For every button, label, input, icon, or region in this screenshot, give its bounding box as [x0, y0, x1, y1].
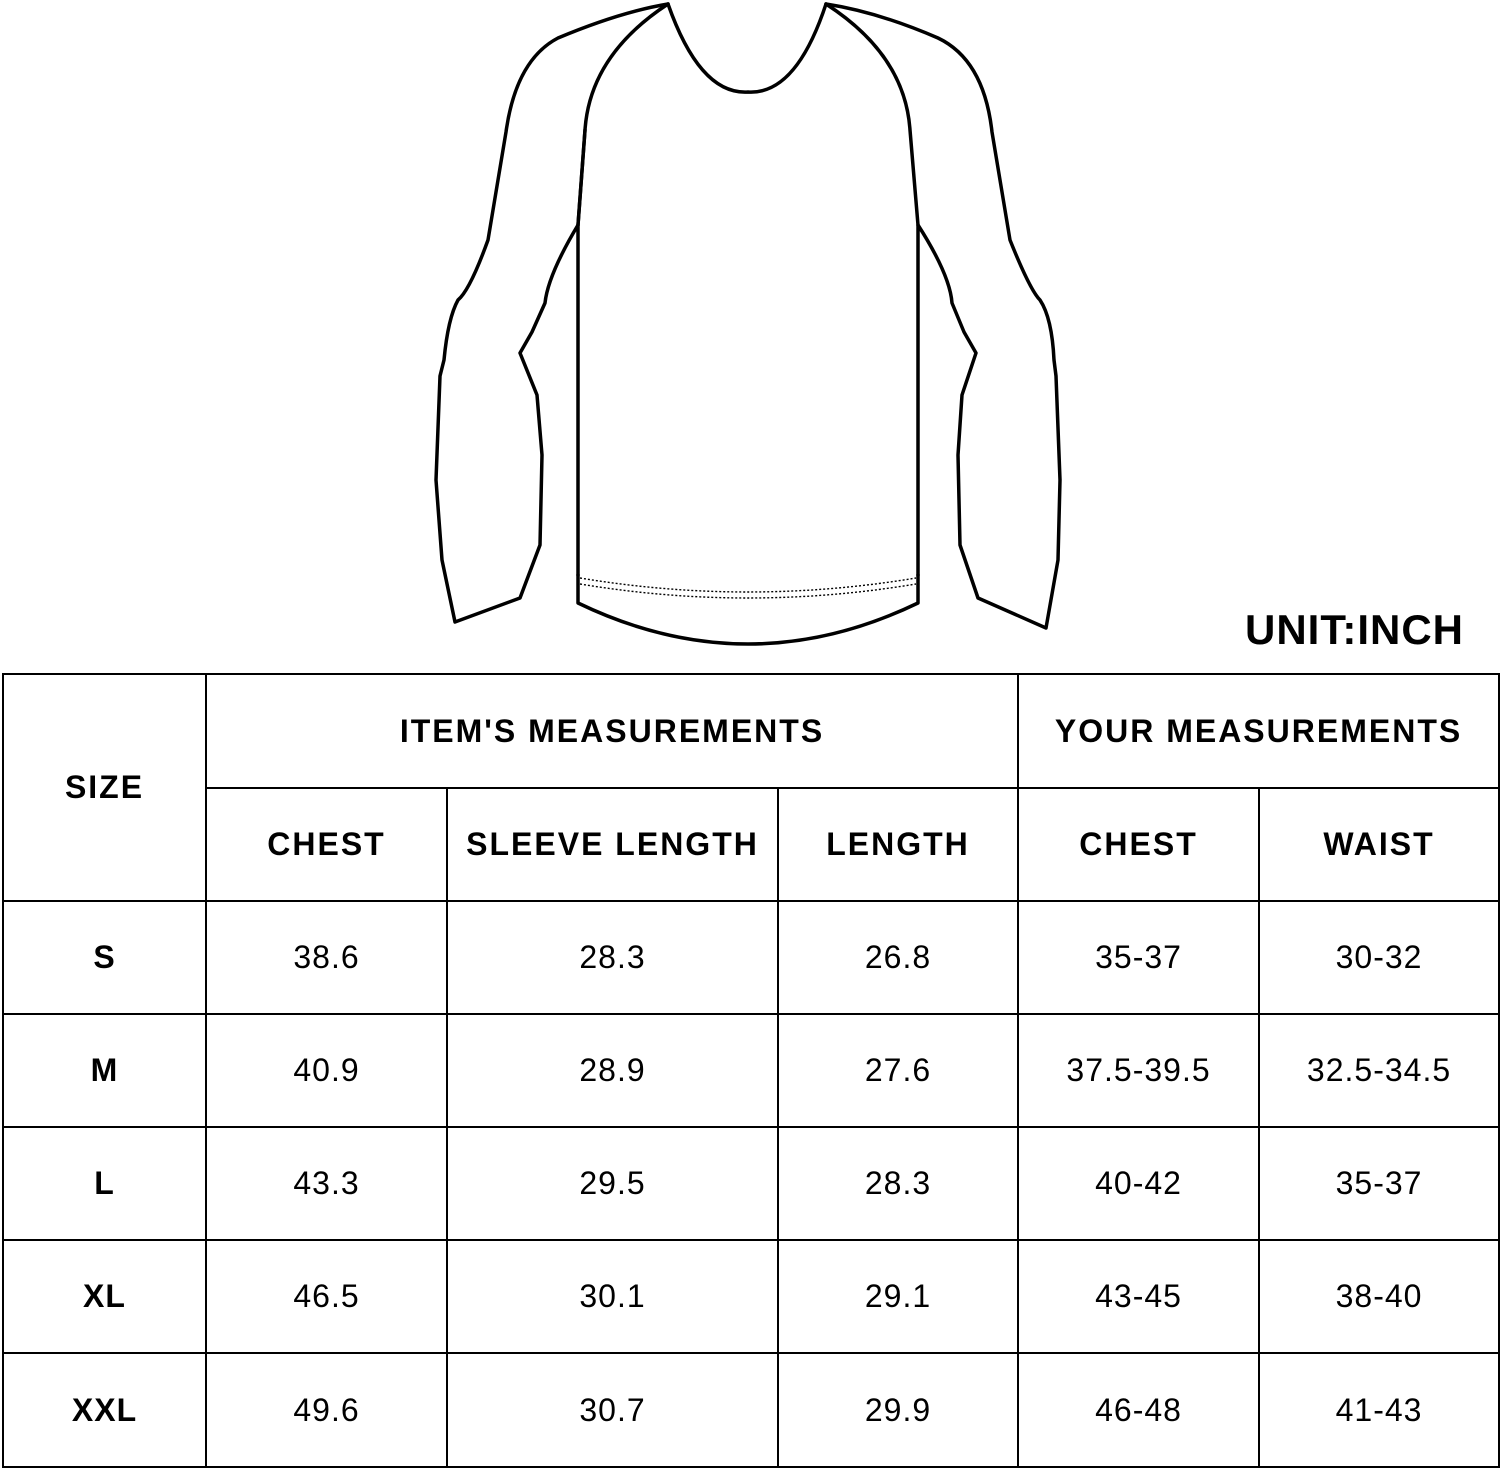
length-cell: 28.3 — [778, 1127, 1018, 1240]
your-waist-cell: 38-40 — [1259, 1240, 1499, 1353]
size-cell: L — [3, 1127, 206, 1240]
length-cell: 29.1 — [778, 1240, 1018, 1353]
column-header-row — [3, 788, 1499, 901]
length-cell: 29.9 — [778, 1353, 1018, 1467]
sleeve-length-cell: 30.7 — [447, 1353, 778, 1467]
waist-header: WAIST — [1259, 788, 1499, 901]
your-waist-cell: 35-37 — [1259, 1127, 1499, 1240]
your-chest-cell: 37.5-39.5 — [1018, 1014, 1259, 1127]
chest-cell: 40.9 — [206, 1014, 447, 1127]
your-chest-cell: 46-48 — [1018, 1353, 1259, 1467]
table-row — [3, 901, 1499, 1014]
your-waist-cell: 41-43 — [1259, 1353, 1499, 1467]
your-chest-header: CHEST — [1018, 788, 1259, 901]
size-cell: XXL — [3, 1353, 206, 1467]
size-cell: XL — [3, 1240, 206, 1353]
your-waist-cell: 30-32 — [1259, 901, 1499, 1014]
sleeve-length-cell: 28.3 — [447, 901, 778, 1014]
unit-label: UNIT:INCH — [1245, 606, 1464, 653]
size-cell: S — [3, 901, 206, 1014]
your-chest-cell: 35-37 — [1018, 901, 1259, 1014]
group-header-row — [3, 674, 1499, 788]
chest-cell: 43.3 — [206, 1127, 447, 1240]
length-header: LENGTH — [778, 788, 1018, 901]
table-row — [3, 1127, 1499, 1240]
sleeve-length-header: SLEEVE LENGTH — [447, 788, 778, 901]
long-sleeve-shirt-illustration — [430, 0, 1110, 650]
table-row — [3, 1014, 1499, 1127]
item-chest-header: CHEST — [206, 788, 447, 901]
your-waist-cell: 32.5-34.5 — [1259, 1014, 1499, 1127]
table-row — [3, 1240, 1499, 1353]
size-chart-table — [2, 673, 1500, 1468]
items-measurements-header: ITEM'S MEASUREMENTS — [206, 674, 1018, 788]
length-cell: 26.8 — [778, 901, 1018, 1014]
sleeve-length-cell: 28.9 — [447, 1014, 778, 1127]
your-measurements-header: YOUR MEASUREMENTS — [1018, 674, 1499, 788]
length-cell: 27.6 — [778, 1014, 1018, 1127]
sleeve-length-cell: 30.1 — [447, 1240, 778, 1353]
chest-cell: 38.6 — [206, 901, 447, 1014]
table-row — [3, 1353, 1499, 1467]
chest-cell: 46.5 — [206, 1240, 447, 1353]
your-chest-cell: 43-45 — [1018, 1240, 1259, 1353]
size-cell: M — [3, 1014, 206, 1127]
size-header: SIZE — [3, 674, 206, 901]
your-chest-cell: 40-42 — [1018, 1127, 1259, 1240]
chest-cell: 49.6 — [206, 1353, 447, 1467]
sleeve-length-cell: 29.5 — [447, 1127, 778, 1240]
